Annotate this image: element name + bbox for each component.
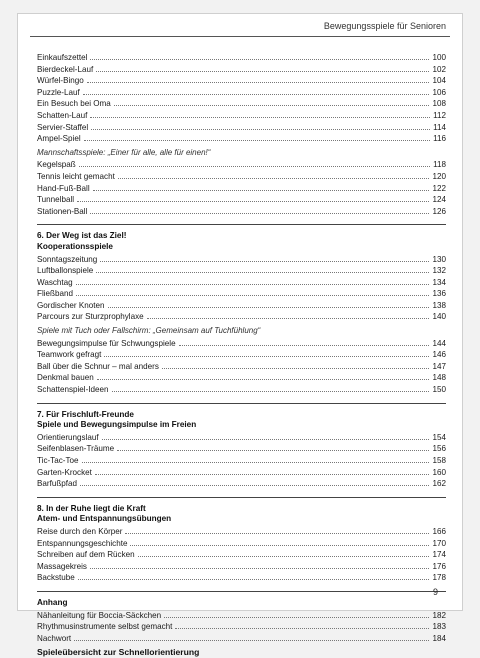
page-number: 9 xyxy=(432,587,438,597)
toc-entry[interactable] xyxy=(37,548,446,560)
entry-page-number: 174 xyxy=(432,550,446,560)
section-subtitle: Spiele und Bewegungsimpulse im Freien xyxy=(37,420,197,430)
entry-title: Nähanleitung für Boccia-Säckchen xyxy=(37,610,162,620)
entry-page-number: 118 xyxy=(433,160,446,170)
entry-page-number: 183 xyxy=(432,622,446,632)
entry-title: Nachwort xyxy=(37,633,72,643)
toc-group xyxy=(37,591,446,643)
toc-group xyxy=(37,497,446,583)
entry-title: Ein Besuch bei Oma xyxy=(37,99,111,109)
entry-page-number: 176 xyxy=(432,561,446,571)
entry-page-number: 122 xyxy=(432,183,446,193)
toc-entry[interactable] xyxy=(37,571,446,583)
dot-leader xyxy=(164,609,429,618)
entry-title: Luftballonspiele xyxy=(37,266,94,276)
entry-page-number: 132 xyxy=(432,266,446,276)
dot-leader xyxy=(76,287,429,296)
header-rule xyxy=(30,36,450,37)
toc-entry[interactable] xyxy=(37,109,446,121)
entry-page-number: 100 xyxy=(432,53,446,62)
toc-entry[interactable] xyxy=(37,74,446,86)
section-title: 7. Für Frischluft-Freunde xyxy=(37,409,134,419)
section-divider xyxy=(37,224,446,225)
dot-leader xyxy=(77,193,429,202)
entry-page-number: 102 xyxy=(432,64,446,74)
toc-entry[interactable] xyxy=(37,299,446,311)
dot-leader xyxy=(97,371,430,380)
dot-leader xyxy=(82,454,430,463)
entry-title: Teamwork gefragt xyxy=(37,350,102,360)
entry-title: Parcours zur Sturzprophylaxe xyxy=(37,312,144,322)
entry-title: Reise durch den Körper xyxy=(37,526,123,536)
entry-title: Barfußpfad xyxy=(37,479,78,489)
entry-page-number: 150 xyxy=(432,385,446,395)
toc-entry[interactable] xyxy=(37,310,446,322)
entry-title: Rhythmusinstrumente selbst gemacht xyxy=(37,622,173,632)
entry-title: Einkaufszettel xyxy=(37,53,88,62)
entry-title: Ball über die Schnur – mal anders xyxy=(37,361,159,371)
dot-leader xyxy=(87,74,430,83)
toc-entry[interactable] xyxy=(37,348,446,360)
entry-title: Puzzle-Lauf xyxy=(37,87,80,97)
entry-title: Tunnelball xyxy=(37,195,75,205)
section-title: 6. Der Weg ist das Ziel! xyxy=(37,231,127,241)
entry-title: Tennis leicht gemacht xyxy=(37,171,115,181)
dot-leader xyxy=(76,276,430,285)
toc-entry[interactable] xyxy=(37,371,446,383)
entry-page-number: 160 xyxy=(432,467,446,477)
dot-leader xyxy=(130,537,429,546)
dot-leader xyxy=(78,571,430,580)
toc-entry[interactable] xyxy=(37,620,446,632)
toc-entry[interactable] xyxy=(37,205,446,217)
toc-entry[interactable] xyxy=(37,276,446,288)
toc-entry[interactable] xyxy=(37,431,446,443)
toc-entry[interactable] xyxy=(37,97,446,109)
toc-entry[interactable] xyxy=(37,537,446,549)
dot-leader xyxy=(95,466,430,475)
dot-leader xyxy=(175,620,429,629)
toc-entry[interactable] xyxy=(37,158,446,170)
entry-title: Waschtag xyxy=(37,277,73,287)
entry-page-number: 114 xyxy=(433,122,446,132)
toc-entry[interactable] xyxy=(37,632,446,644)
entry-title: Bewegungsimpulse für Schwungspiele xyxy=(37,338,176,348)
dot-leader xyxy=(96,264,429,273)
toc-entry[interactable] xyxy=(37,609,446,621)
entry-title: Garten-Krocket xyxy=(37,467,92,477)
entry-title: Massagekreis xyxy=(37,561,87,571)
dot-leader xyxy=(84,132,430,141)
dot-leader xyxy=(80,477,429,486)
entry-page-number: 178 xyxy=(432,573,446,583)
dot-leader xyxy=(112,383,430,392)
toc-entry[interactable] xyxy=(37,132,446,144)
entry-page-number: 136 xyxy=(432,289,446,299)
dot-leader xyxy=(162,360,430,369)
entry-page-number: 158 xyxy=(432,456,446,465)
dot-leader xyxy=(100,253,429,262)
entry-page-number: 124 xyxy=(432,195,446,205)
dot-leader xyxy=(83,86,430,95)
entry-page-number: 147 xyxy=(432,361,446,371)
dot-leader xyxy=(79,158,430,167)
toc-entry[interactable] xyxy=(37,454,446,466)
toc-entry[interactable] xyxy=(37,442,446,454)
toc-entry[interactable] xyxy=(37,86,446,98)
toc-group xyxy=(37,325,446,395)
dot-leader xyxy=(118,170,430,179)
entry-title: Sonntagszeitung xyxy=(37,254,98,264)
entry-page-number: 106 xyxy=(432,87,446,97)
dot-leader xyxy=(104,348,429,357)
entry-page-number: 130 xyxy=(432,254,446,264)
entry-page-number: 148 xyxy=(432,373,446,383)
entry-page-number: 146 xyxy=(432,350,446,360)
toc-subheading: Mannschaftsspiele: „Einer für alle, alle für einen!“ xyxy=(37,147,211,157)
dot-leader xyxy=(147,310,430,319)
entry-page-number: 126 xyxy=(432,206,446,216)
dot-leader xyxy=(90,51,429,60)
entry-title: Fließband xyxy=(37,289,73,299)
section-title: 8. In der Ruhe liegt die Kraft xyxy=(37,503,146,513)
entry-page-number: 116 xyxy=(433,134,446,144)
dot-leader xyxy=(117,442,429,451)
entry-page-number: 182 xyxy=(432,610,446,620)
section-subtitle: Atem- und Entspannungsübungen xyxy=(37,514,172,524)
dot-leader xyxy=(74,632,429,641)
entry-page-number: 138 xyxy=(432,300,446,310)
toc-entry[interactable] xyxy=(37,287,446,299)
entry-page-number: 166 xyxy=(432,526,446,536)
entry-title: Ampel-Spiel xyxy=(37,134,81,144)
entry-title: Schatten-Lauf xyxy=(37,110,88,120)
entry-page-number: 156 xyxy=(432,444,446,454)
dot-leader xyxy=(179,337,430,346)
book-page xyxy=(17,13,463,658)
toc-entry[interactable] xyxy=(37,63,446,75)
section-divider xyxy=(37,497,446,498)
entry-title: Schattenspiel-Ideen xyxy=(37,385,109,395)
entry-page-number: 112 xyxy=(433,110,446,120)
section-subtitle: Kooperationsspiele xyxy=(37,241,113,251)
dot-leader xyxy=(108,299,430,308)
entry-title: Tic-Tac-Toe xyxy=(37,456,79,465)
entry-title: Servier-Staffel xyxy=(37,122,89,132)
toc-entry[interactable] xyxy=(37,477,446,489)
dot-leader xyxy=(90,560,430,569)
toc-entry[interactable] xyxy=(37,466,446,478)
section-divider xyxy=(37,591,446,592)
entry-title: Orientierungslauf xyxy=(37,432,99,442)
running-head: Bewegungsspiele für Senioren xyxy=(323,21,446,31)
toc-entry[interactable] xyxy=(37,253,446,265)
entry-title: Seifenblasen-Träume xyxy=(37,444,115,454)
toc-entry[interactable] xyxy=(37,360,446,372)
dot-leader xyxy=(96,63,429,72)
entry-title: Hand-Fuß-Ball xyxy=(37,183,90,193)
entry-page-number: 144 xyxy=(432,338,446,348)
dot-leader xyxy=(138,548,430,557)
toc-entry[interactable] xyxy=(37,193,446,205)
entry-title: Backstube xyxy=(37,573,75,583)
toc-group xyxy=(37,403,446,489)
section-divider xyxy=(37,403,446,404)
entry-page-number: 104 xyxy=(432,76,446,86)
toc-subheading: Spiele mit Tuch oder Fallschirm: „Gemeinsam auf Tuchfühlung“ xyxy=(37,326,261,336)
entry-title: Würfel-Bingo xyxy=(37,76,84,86)
toc-group xyxy=(37,224,446,322)
entry-page-number: 184 xyxy=(432,633,446,643)
table-of-contents xyxy=(37,51,446,658)
toc-entry[interactable] xyxy=(37,560,446,572)
entry-page-number: 120 xyxy=(432,171,446,181)
toc-entry[interactable] xyxy=(37,337,446,349)
section-title: Anhang xyxy=(37,597,68,607)
entry-title: Denkmal bauen xyxy=(37,373,94,383)
dot-leader xyxy=(114,97,430,106)
toc-entry[interactable] xyxy=(37,170,446,182)
dot-leader xyxy=(125,525,429,534)
entry-title: Stationen-Ball xyxy=(37,206,88,216)
dot-leader xyxy=(90,205,429,214)
entry-page-number: 170 xyxy=(432,538,446,548)
dot-leader xyxy=(91,121,430,130)
entry-title: Gordischer Knoten xyxy=(37,300,105,310)
toc-entry[interactable] xyxy=(37,264,446,276)
final-heading: Spieleübersicht zur Schnellorientierung xyxy=(37,647,200,658)
toc-group xyxy=(37,51,446,144)
entry-page-number: 134 xyxy=(432,277,446,287)
entry-page-number: 108 xyxy=(432,99,446,109)
dot-leader xyxy=(93,182,430,191)
toc-entry[interactable] xyxy=(37,121,446,133)
entry-page-number: 154 xyxy=(432,432,446,442)
toc-entry[interactable] xyxy=(37,525,446,537)
entry-title: Kegelspaß xyxy=(37,160,76,170)
entry-page-number: 162 xyxy=(432,479,446,489)
toc-group xyxy=(37,147,446,217)
toc-entry[interactable] xyxy=(37,383,446,395)
entry-title: Schreiben auf dem Rücken xyxy=(37,550,135,560)
dot-leader xyxy=(90,109,430,118)
entry-title: Entspannungsgeschichte xyxy=(37,538,128,548)
dot-leader xyxy=(102,431,430,440)
toc-entry[interactable] xyxy=(37,51,446,63)
entry-page-number: 140 xyxy=(432,312,446,322)
entry-title: Bierdeckel-Lauf xyxy=(37,64,94,74)
toc-entry[interactable] xyxy=(37,182,446,194)
